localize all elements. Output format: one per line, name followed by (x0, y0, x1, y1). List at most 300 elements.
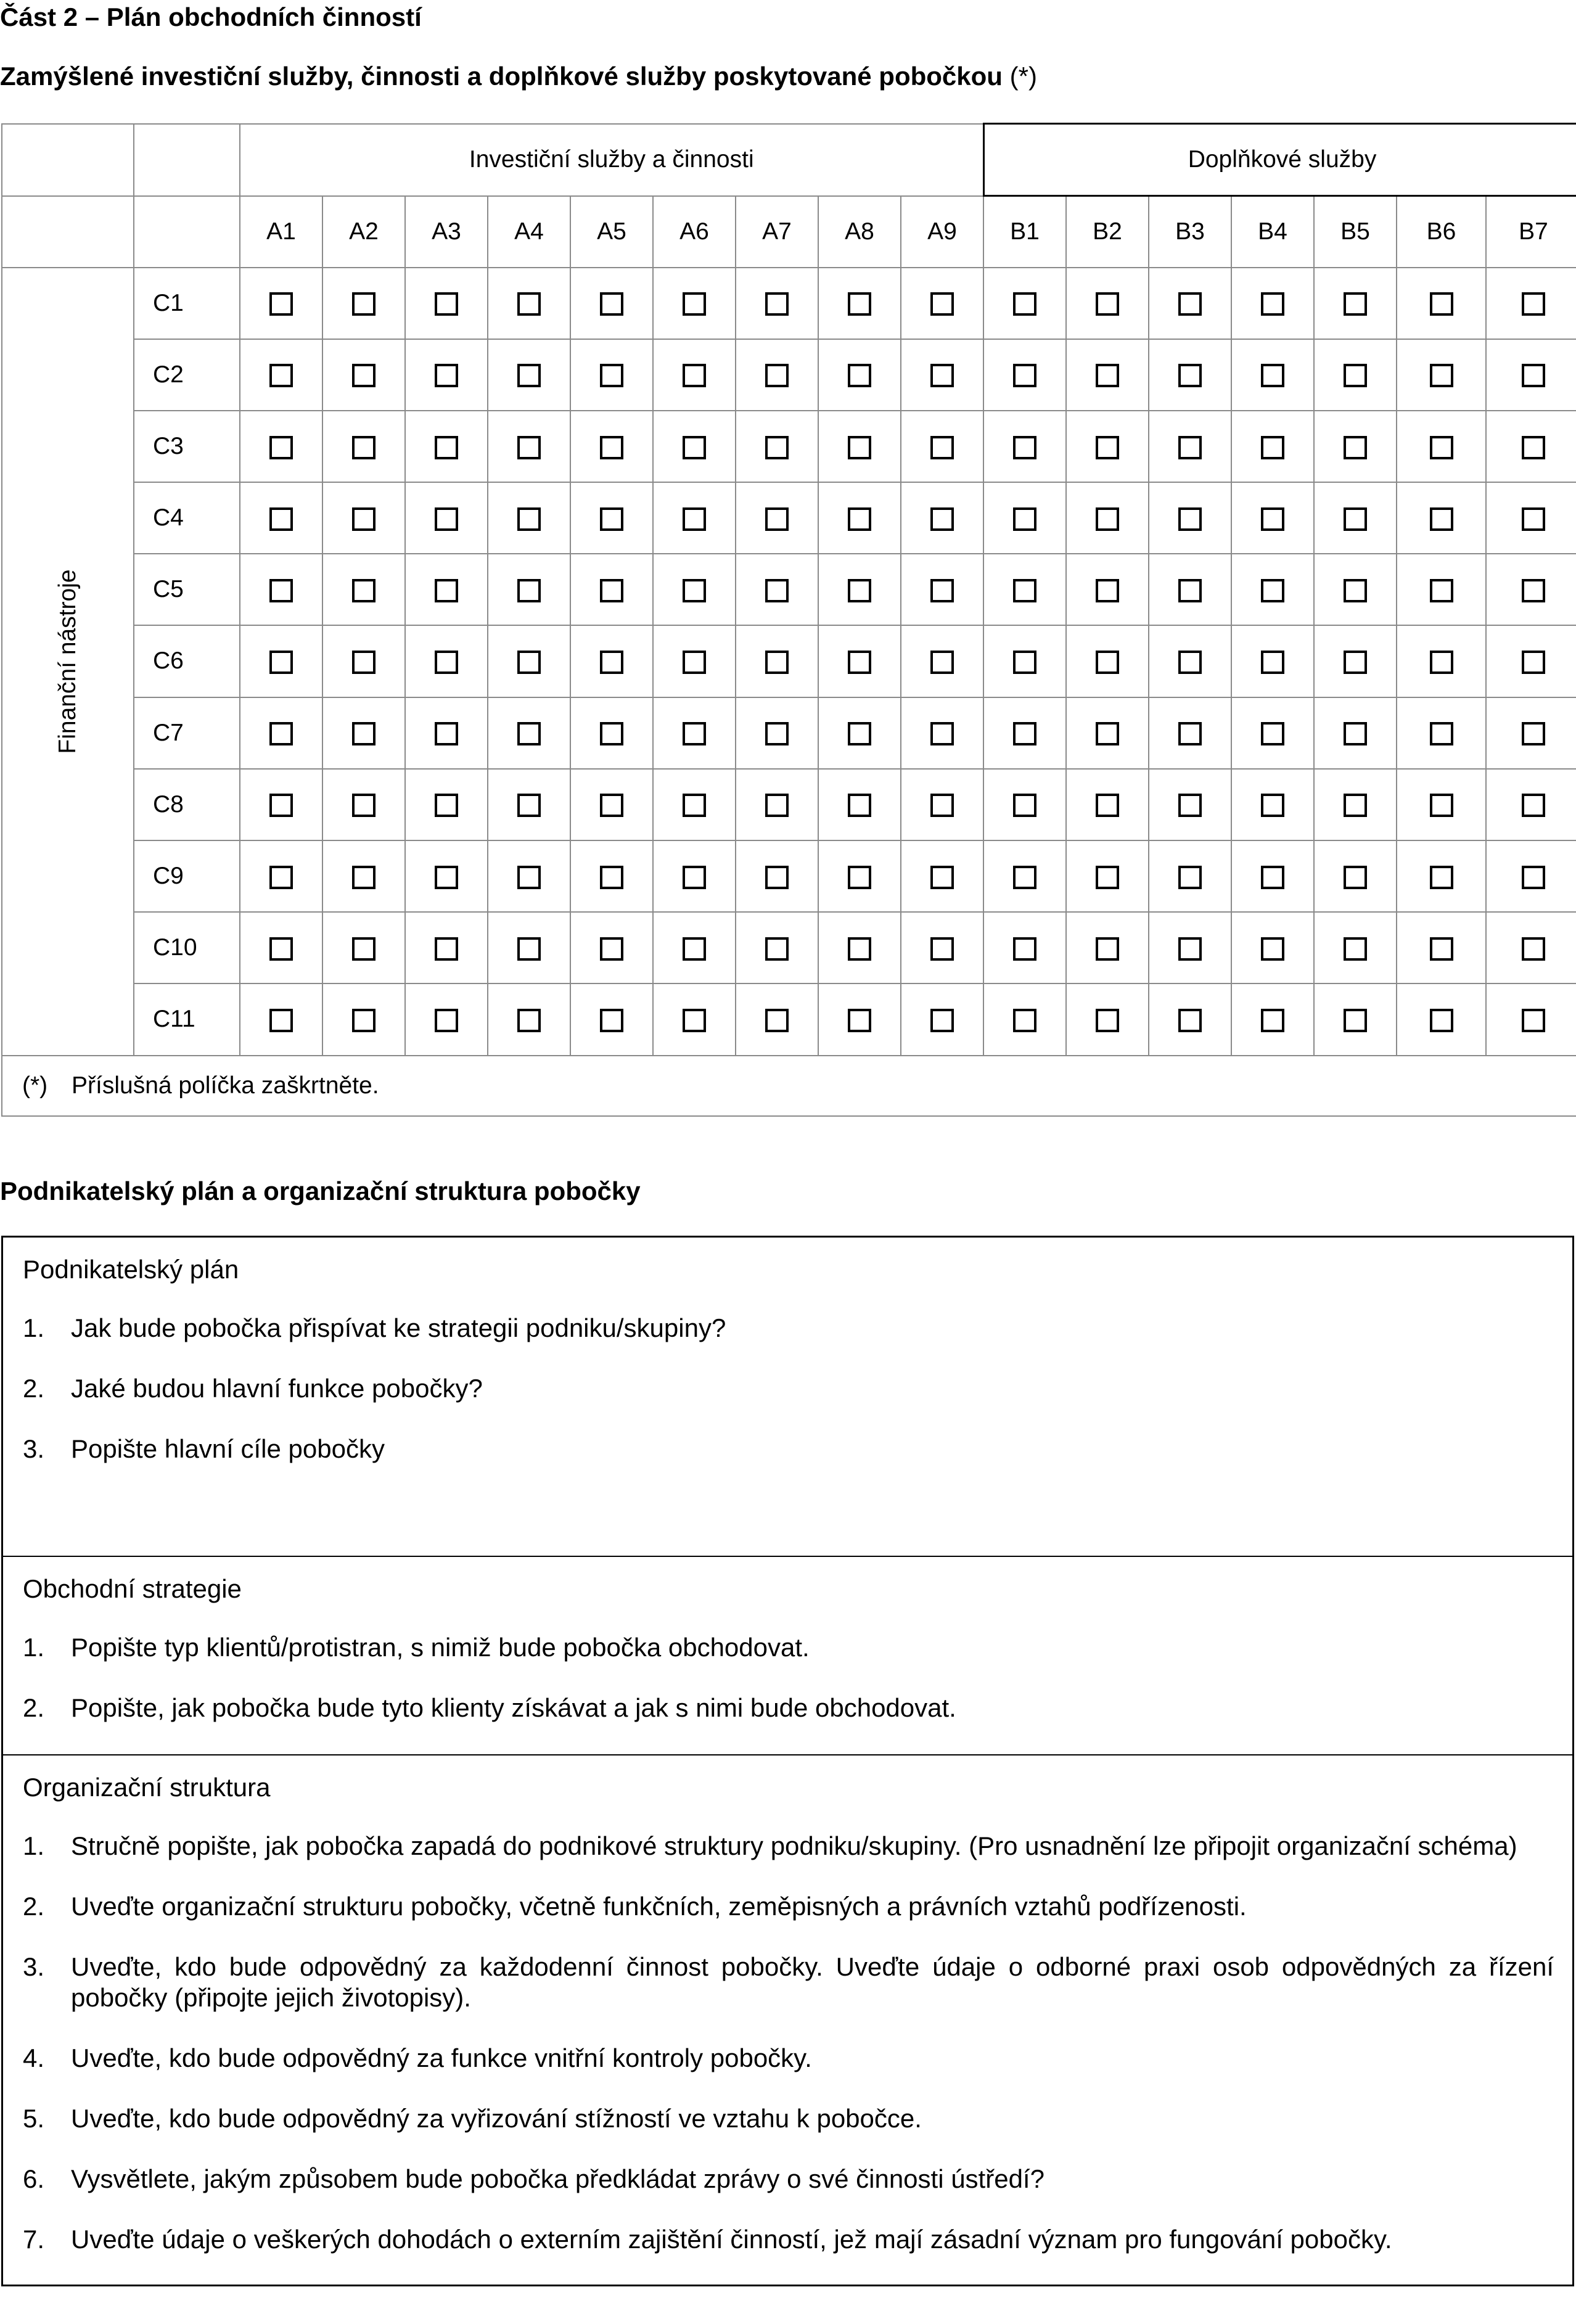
checkbox-c8-b5[interactable] (1344, 794, 1367, 817)
checkbox-c6-b1[interactable] (1013, 651, 1036, 674)
checkbox-c1-a3[interactable] (435, 292, 458, 316)
checkbox-c8-b4[interactable] (1261, 794, 1284, 817)
checkbox-c1-a5[interactable] (600, 292, 623, 316)
checkbox-c6-b3[interactable] (1178, 651, 1202, 674)
checkbox-c10-b2[interactable] (1096, 937, 1119, 961)
column-header-b1: B1 (983, 196, 1066, 268)
checkbox-cell (240, 769, 322, 840)
checkbox-c3-b4[interactable] (1261, 436, 1284, 459)
business-plan-box (1, 1236, 1574, 2286)
checkbox-cell (736, 983, 818, 1055)
checkbox-cell (1314, 268, 1397, 339)
checkbox-c5-b4[interactable] (1261, 579, 1284, 602)
checkbox-c5-b5[interactable] (1344, 579, 1367, 602)
checkbox-cell (405, 983, 488, 1055)
checkbox-c3-a7[interactable] (765, 436, 789, 459)
checkbox-c5-a1[interactable] (269, 579, 293, 602)
checkbox-c1-a7[interactable] (765, 292, 789, 316)
checkbox-cell (322, 411, 405, 482)
checkbox-c11-b2[interactable] (1096, 1009, 1119, 1032)
row-label-c10: C10 (134, 912, 240, 983)
checkbox-c9-a9[interactable] (930, 866, 954, 889)
checkbox-c11-a7[interactable] (765, 1009, 789, 1032)
checkbox-c6-b4[interactable] (1261, 651, 1284, 674)
checkbox-cell (653, 268, 736, 339)
checkbox-c4-a5[interactable] (600, 507, 623, 531)
part-heading: Část 2 – Plán obchodních činností (0, 2, 422, 31)
checkbox-c10-a7[interactable] (765, 937, 789, 961)
row-label-c4: C4 (134, 482, 240, 554)
checkbox-cell (983, 697, 1066, 769)
checkbox-c3-a2[interactable] (352, 436, 376, 459)
checkbox-c11-a2[interactable] (352, 1009, 376, 1032)
checkbox-c4-a2[interactable] (352, 507, 376, 531)
checkbox-c7-a1[interactable] (269, 722, 293, 745)
corner-cell (134, 124, 240, 196)
list-item-number: 1. (23, 1313, 45, 1342)
checkbox-c4-b7[interactable] (1522, 507, 1545, 531)
checkbox-c1-a6[interactable] (683, 292, 706, 316)
checkbox-c7-b7[interactable] (1522, 722, 1545, 745)
checkbox-c2-b1[interactable] (1013, 364, 1036, 387)
checkbox-c10-a3[interactable] (435, 937, 458, 961)
checkbox-c2-b3[interactable] (1178, 364, 1202, 387)
checkbox-c9-a3[interactable] (435, 866, 458, 889)
checkbox-cell (818, 482, 901, 554)
checkbox-c10-b7[interactable] (1522, 937, 1545, 961)
checkbox-c1-a2[interactable] (352, 292, 376, 316)
list-item-number: 2. (23, 1374, 45, 1403)
checkbox-c3-b3[interactable] (1178, 436, 1202, 459)
checkbox-cell (901, 482, 983, 554)
checkbox-c1-b7[interactable] (1522, 292, 1545, 316)
checkbox-c2-a9[interactable] (930, 364, 954, 387)
checkbox-cell (1397, 983, 1486, 1055)
checkbox-cell (1066, 912, 1149, 983)
checkbox-c5-b6[interactable] (1430, 579, 1453, 602)
checkbox-cell (901, 840, 983, 912)
checkbox-cell (1066, 840, 1149, 912)
list-item-text: Uveďte, kdo bude odpovědný za vyřizování stížností ve vztahu k pobočce. (71, 2104, 922, 2133)
checkbox-c11-a4[interactable] (517, 1009, 541, 1032)
checkbox-c1-b1[interactable] (1013, 292, 1036, 316)
checkbox-c10-b4[interactable] (1261, 937, 1284, 961)
checkbox-c2-a7[interactable] (765, 364, 789, 387)
list-item (23, 2224, 1554, 2255)
checkbox-cell (488, 554, 570, 625)
checkbox-c10-b1[interactable] (1013, 937, 1036, 961)
list-item (23, 1434, 1554, 1464)
column-header-b4: B4 (1231, 196, 1314, 268)
checkbox-c7-b6[interactable] (1430, 722, 1453, 745)
checkbox-c7-a6[interactable] (683, 722, 706, 745)
checkbox-c3-a9[interactable] (930, 436, 954, 459)
list-item-number: 2. (23, 1693, 45, 1722)
checkbox-c2-b2[interactable] (1096, 364, 1119, 387)
checkbox-c11-b3[interactable] (1178, 1009, 1202, 1032)
checkbox-cell (983, 339, 1066, 411)
checkbox-c5-a5[interactable] (600, 579, 623, 602)
checkbox-cell (653, 912, 736, 983)
checkbox-cell (570, 339, 653, 411)
checkbox-cell (1397, 625, 1486, 697)
checkbox-cell (488, 339, 570, 411)
checkbox-c8-a2[interactable] (352, 794, 376, 817)
checkbox-c11-a6[interactable] (683, 1009, 706, 1032)
checkbox-c10-a9[interactable] (930, 937, 954, 961)
checkbox-cell (1066, 482, 1149, 554)
list-item-text: Jaké budou hlavní funkce pobočky? (71, 1374, 483, 1403)
checkbox-c6-a7[interactable] (765, 651, 789, 674)
checkbox-c4-b3[interactable] (1178, 507, 1202, 531)
checkbox-cell (1231, 339, 1314, 411)
checkbox-c6-a4[interactable] (517, 651, 541, 674)
checkbox-cell (1397, 339, 1486, 411)
checkbox-cell (240, 482, 322, 554)
checkbox-cell (1066, 339, 1149, 411)
checkbox-cell (901, 769, 983, 840)
checkbox-cell (1486, 625, 1576, 697)
checkbox-c8-b3[interactable] (1178, 794, 1202, 817)
list-item (23, 1891, 1554, 1922)
checkbox-c6-b6[interactable] (1430, 651, 1453, 674)
checkbox-c5-b2[interactable] (1096, 579, 1119, 602)
checkbox-c6-a1[interactable] (269, 651, 293, 674)
checkbox-c6-a8[interactable] (848, 651, 871, 674)
checkbox-c9-a8[interactable] (848, 866, 871, 889)
checkbox-cell (818, 912, 901, 983)
checkbox-c7-b3[interactable] (1178, 722, 1202, 745)
checkbox-c9-b4[interactable] (1261, 866, 1284, 889)
checkbox-c2-a3[interactable] (435, 364, 458, 387)
checkbox-c2-a4[interactable] (517, 364, 541, 387)
checkbox-cell (1314, 482, 1397, 554)
checkbox-c8-a8[interactable] (848, 794, 871, 817)
list-item-number: 6. (23, 2164, 45, 2193)
column-header-a7: A7 (736, 196, 818, 268)
checkbox-c5-a2[interactable] (352, 579, 376, 602)
checkbox-c9-a5[interactable] (600, 866, 623, 889)
checkbox-cell (1314, 625, 1397, 697)
checkbox-c5-a3[interactable] (435, 579, 458, 602)
column-header-a5: A5 (570, 196, 653, 268)
checkbox-c11-a8[interactable] (848, 1009, 871, 1032)
checkbox-cell (736, 554, 818, 625)
checkbox-c10-a6[interactable] (683, 937, 706, 961)
checkbox-c4-a1[interactable] (269, 507, 293, 531)
checkbox-cell (1066, 625, 1149, 697)
checkbox-c1-a8[interactable] (848, 292, 871, 316)
checkbox-c8-a4[interactable] (517, 794, 541, 817)
checkbox-c9-b3[interactable] (1178, 866, 1202, 889)
checkbox-c11-b7[interactable] (1522, 1009, 1545, 1032)
list-item-number: 1. (23, 1831, 45, 1860)
checkbox-c9-b2[interactable] (1096, 866, 1119, 889)
checkbox-cell (1066, 411, 1149, 482)
note-mark: (*) (22, 1072, 48, 1099)
checkbox-c9-a4[interactable] (517, 866, 541, 889)
checkbox-cell (1314, 554, 1397, 625)
note-row (2, 1056, 1576, 1116)
checkbox-c8-b2[interactable] (1096, 794, 1119, 817)
checkbox-cell (653, 840, 736, 912)
checkbox-c6-a9[interactable] (930, 651, 954, 674)
checkbox-c2-b5[interactable] (1344, 364, 1367, 387)
checkbox-c11-b1[interactable] (1013, 1009, 1036, 1032)
checkbox-cell (405, 769, 488, 840)
checkbox-cell (983, 411, 1066, 482)
row-label-c3: C3 (134, 411, 240, 482)
checkbox-c4-b1[interactable] (1013, 507, 1036, 531)
checkbox-c11-a3[interactable] (435, 1009, 458, 1032)
checkbox-cell (1314, 411, 1397, 482)
checkbox-c11-a1[interactable] (269, 1009, 293, 1032)
checkbox-c9-a6[interactable] (683, 866, 706, 889)
checkbox-cell (1149, 482, 1231, 554)
checkbox-cell (322, 840, 405, 912)
list-item (23, 2043, 1554, 2074)
table-row (2, 482, 1576, 554)
checkbox-c2-b7[interactable] (1522, 364, 1545, 387)
checkbox-cell (818, 625, 901, 697)
side-label-cell (2, 268, 134, 1056)
checkbox-c1-b3[interactable] (1178, 292, 1202, 316)
checkbox-cell (240, 912, 322, 983)
checkbox-c3-a5[interactable] (600, 436, 623, 459)
checkbox-c1-a9[interactable] (930, 292, 954, 316)
checkbox-c7-a7[interactable] (765, 722, 789, 745)
checkbox-c3-a8[interactable] (848, 436, 871, 459)
checkbox-c8-a3[interactable] (435, 794, 458, 817)
checkbox-cell (405, 912, 488, 983)
checkbox-c1-a1[interactable] (269, 292, 293, 316)
plan-section (3, 1557, 1572, 1755)
checkbox-cell (1149, 268, 1231, 339)
checkbox-cell (240, 339, 322, 411)
list-item-number: 4. (23, 2043, 45, 2072)
checkbox-c6-b5[interactable] (1344, 651, 1367, 674)
checkbox-c3-a6[interactable] (683, 436, 706, 459)
checkbox-c8-a5[interactable] (600, 794, 623, 817)
checkbox-cell (405, 339, 488, 411)
table-row (2, 625, 1576, 697)
checkbox-c7-b5[interactable] (1344, 722, 1367, 745)
column-header-a3: A3 (405, 196, 488, 268)
checkbox-cell (736, 482, 818, 554)
checkbox-c4-a4[interactable] (517, 507, 541, 531)
corner-cell (134, 196, 240, 268)
checkbox-c3-a3[interactable] (435, 436, 458, 459)
column-header-b5: B5 (1314, 196, 1397, 268)
table-row (2, 554, 1576, 625)
checkbox-c2-a6[interactable] (683, 364, 706, 387)
checkbox-c2-a5[interactable] (600, 364, 623, 387)
checkbox-c5-a8[interactable] (848, 579, 871, 602)
checkbox-c4-a9[interactable] (930, 507, 954, 531)
table-row (2, 339, 1576, 411)
checkbox-c5-a7[interactable] (765, 579, 789, 602)
checkbox-cell (653, 411, 736, 482)
checkbox-cell (1486, 697, 1576, 769)
checkbox-c2-a8[interactable] (848, 364, 871, 387)
checkbox-c7-a8[interactable] (848, 722, 871, 745)
checkbox-c10-a5[interactable] (600, 937, 623, 961)
checkbox-c7-a4[interactable] (517, 722, 541, 745)
checkbox-c4-a7[interactable] (765, 507, 789, 531)
checkbox-c10-a1[interactable] (269, 937, 293, 961)
checkbox-c6-a3[interactable] (435, 651, 458, 674)
checkbox-c6-a2[interactable] (352, 651, 376, 674)
list-item-text: Popište typ klientů/protistran, s nimiž bude pobočka obchodovat. (71, 1633, 810, 1662)
checkbox-c10-b3[interactable] (1178, 937, 1202, 961)
checkbox-cell (240, 554, 322, 625)
checkbox-c5-a9[interactable] (930, 579, 954, 602)
checkbox-cell (240, 411, 322, 482)
checkbox-cell (653, 625, 736, 697)
checkbox-c6-a6[interactable] (683, 651, 706, 674)
checkbox-c4-b5[interactable] (1344, 507, 1367, 531)
checkbox-cell (1314, 697, 1397, 769)
checkbox-c8-b6[interactable] (1430, 794, 1453, 817)
checkbox-c1-b5[interactable] (1344, 292, 1367, 316)
checkbox-c3-b5[interactable] (1344, 436, 1367, 459)
checkbox-c8-a7[interactable] (765, 794, 789, 817)
checkbox-cell (488, 625, 570, 697)
checkbox-c4-a6[interactable] (683, 507, 706, 531)
checkbox-c1-b2[interactable] (1096, 292, 1119, 316)
side-label-wrap (2, 268, 133, 1055)
checkbox-cell (1397, 840, 1486, 912)
checkbox-c1-b4[interactable] (1261, 292, 1284, 316)
checkbox-cell (1149, 840, 1231, 912)
checkbox-c3-a1[interactable] (269, 436, 293, 459)
checkbox-cell (901, 268, 983, 339)
list-item (23, 1313, 1554, 1344)
checkbox-c11-a5[interactable] (600, 1009, 623, 1032)
column-header-a9: A9 (901, 196, 983, 268)
checkbox-c3-b7[interactable] (1522, 436, 1545, 459)
checkbox-c10-a8[interactable] (848, 937, 871, 961)
checkbox-c7-a9[interactable] (930, 722, 954, 745)
checkbox-c10-b5[interactable] (1344, 937, 1367, 961)
checkbox-c2-b4[interactable] (1261, 364, 1284, 387)
list-item-number: 2. (23, 1892, 45, 1921)
row-label-c9: C9 (134, 840, 240, 912)
checkbox-c4-b4[interactable] (1261, 507, 1284, 531)
checkbox-c10-b6[interactable] (1430, 937, 1453, 961)
checkbox-c9-b1[interactable] (1013, 866, 1036, 889)
checkbox-c4-a8[interactable] (848, 507, 871, 531)
checkbox-c7-b1[interactable] (1013, 722, 1036, 745)
checkbox-cell (983, 840, 1066, 912)
checkbox-c4-b2[interactable] (1096, 507, 1119, 531)
checkbox-cell (983, 268, 1066, 339)
list-item (23, 1952, 1554, 2013)
checkbox-c11-b6[interactable] (1430, 1009, 1453, 1032)
list-item-number: 1. (23, 1633, 45, 1662)
checkbox-cell (1231, 912, 1314, 983)
checkbox-cell (818, 554, 901, 625)
row-label-c7: C7 (134, 697, 240, 769)
checkbox-cell (653, 769, 736, 840)
checkbox-c8-a6[interactable] (683, 794, 706, 817)
checkbox-cell (405, 268, 488, 339)
checkbox-c8-b1[interactable] (1013, 794, 1036, 817)
checkbox-c5-b7[interactable] (1522, 579, 1545, 602)
checkbox-c6-a5[interactable] (600, 651, 623, 674)
checkbox-c3-b6[interactable] (1430, 436, 1453, 459)
checkbox-c4-b6[interactable] (1430, 507, 1453, 531)
checkbox-c7-a2[interactable] (352, 722, 376, 745)
checkbox-c7-b2[interactable] (1096, 722, 1119, 745)
checkbox-c7-a3[interactable] (435, 722, 458, 745)
checkbox-c11-b4[interactable] (1261, 1009, 1284, 1032)
header-row-groups (2, 124, 1576, 196)
checkbox-c6-b7[interactable] (1522, 651, 1545, 674)
group-header-ancillary: Doplňkové služby (983, 124, 1576, 196)
checkbox-c9-b7[interactable] (1522, 866, 1545, 889)
checkbox-c9-a7[interactable] (765, 866, 789, 889)
plan-section-title: Organizační struktura (23, 1773, 271, 1802)
checkbox-cell (736, 411, 818, 482)
column-header-b2: B2 (1066, 196, 1149, 268)
checkbox-c7-b4[interactable] (1261, 722, 1284, 745)
checkbox-cell (570, 268, 653, 339)
side-label: Finanční nástroje (54, 569, 81, 754)
plan-heading: Podnikatelský plán a organizační struktura pobočky (0, 1176, 641, 1205)
checkbox-c1-b6[interactable] (1430, 292, 1453, 316)
checkbox-c1-a4[interactable] (517, 292, 541, 316)
checkbox-c8-b7[interactable] (1522, 794, 1545, 817)
checkbox-cell (488, 697, 570, 769)
checkbox-cell (570, 912, 653, 983)
checkbox-c8-a1[interactable] (269, 794, 293, 817)
checkbox-c6-b2[interactable] (1096, 651, 1119, 674)
checkbox-c9-b5[interactable] (1344, 866, 1367, 889)
checkbox-c3-b1[interactable] (1013, 436, 1036, 459)
checkbox-cell (1314, 769, 1397, 840)
checkbox-cell (240, 840, 322, 912)
checkbox-c3-a4[interactable] (517, 436, 541, 459)
checkbox-c11-a9[interactable] (930, 1009, 954, 1032)
checkbox-c9-a2[interactable] (352, 866, 376, 889)
checkbox-c5-a6[interactable] (683, 579, 706, 602)
checkbox-cell (322, 554, 405, 625)
checkbox-cell (405, 697, 488, 769)
checkbox-c2-a1[interactable] (269, 364, 293, 387)
checkbox-cell (1486, 339, 1576, 411)
checkbox-c5-a4[interactable] (517, 579, 541, 602)
checkbox-c10-a4[interactable] (517, 937, 541, 961)
checkbox-c2-b6[interactable] (1430, 364, 1453, 387)
checkbox-cell (653, 339, 736, 411)
checkbox-c9-a1[interactable] (269, 866, 293, 889)
checkbox-c2-a2[interactable] (352, 364, 376, 387)
checkbox-c5-b1[interactable] (1013, 579, 1036, 602)
checkbox-c7-a5[interactable] (600, 722, 623, 745)
checkbox-cell (570, 769, 653, 840)
checkbox-cell (818, 840, 901, 912)
checkbox-c5-b3[interactable] (1178, 579, 1202, 602)
checkbox-c4-a3[interactable] (435, 507, 458, 531)
checkbox-c9-b6[interactable] (1430, 866, 1453, 889)
checkbox-c8-a9[interactable] (930, 794, 954, 817)
checkbox-cell (570, 554, 653, 625)
checkbox-c3-b2[interactable] (1096, 436, 1119, 459)
checkbox-c11-b5[interactable] (1344, 1009, 1367, 1032)
checkbox-c10-a2[interactable] (352, 937, 376, 961)
checkbox-cell (901, 912, 983, 983)
